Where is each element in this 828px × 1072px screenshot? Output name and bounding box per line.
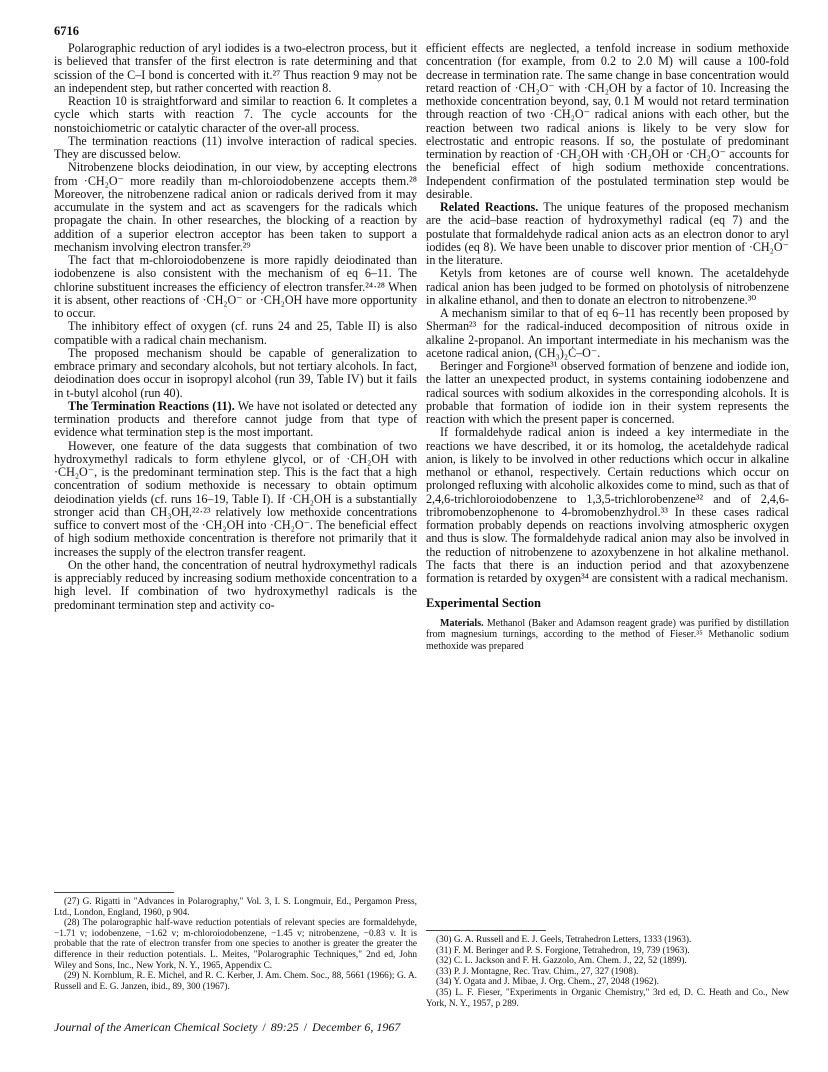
footnotes-right	[426, 935, 789, 1009]
body-paragraph: Ketyls from ketones are of course well known. The acetaldehyde radical anion has been judged to be formed on photolysis of nitrobenzene in alkaline ethanol, and then to donate an electron to nitrobenzene.³⁰	[426, 266, 789, 307]
footnote-rule	[426, 930, 546, 931]
body-paragraph: Beringer and Forgione³¹ observed formation of benzene and iodide ion, the latter an unexpected product, in systems containing iodobenzene and radical sources with sodium alkoxides in the corresponding alcohols. It is probable that formation of iodide ion in their system represents the reaction with which the present paper is concerned.	[426, 359, 789, 426]
journal-name: Journal of the American Chemical Society	[54, 1020, 258, 1034]
footer-separator: /	[262, 1020, 266, 1034]
body-paragraph: The termination reactions (11) involve interaction of radical species. They are discussed below.	[54, 133, 417, 161]
footnote: (28) The polarographic half-wave reduction potentials of relevant species are formaldehyde, −1.71 v; iodobenzene, −1.62 v; m-chloroiodobenzene, −1.45 v; nitrobenzene, −0.83 v. It is probable that the rate of electron transfer from one species to another is greater the greater the difference in their reduction potentials. L. Meites, "Polarographic Techniques," 2nd ed, John Wiley and Sons, Inc., New York, N. Y., 1965, Appendix C.	[54, 918, 417, 971]
footnote: (29) N. Kornblum, R. E. Michel, and R. C. Kerber, J. Am. Chem. Soc., 88, 5661 (1966); G. A. Russell and E. G. Janzen, ibid., 89, 300 (1967).	[54, 971, 417, 992]
experimental-section	[426, 618, 789, 653]
footnote: (30) G. A. Russell and E. J. Geels, Tetrahedron Letters, 1333 (1963).	[436, 935, 692, 945]
materials-text: Methanol (Baker and Adamson reagent grade) was purified by distillation from magnesium turnings, according to the method of Fieser.³⁵ Methanolic sodium methoxide was prepared	[426, 617, 789, 652]
body-paragraph: If formaldehyde radical anion is indeed a key intermediate in the reactions we have described, it or its homolog, the acetaldehyde radical anion, is likely to be involved in other reductions which occur in alkaline methanol or ethanol, respectively. Certain reductions which occur on prolonged refluxing with alcoholic alkoxides come to mind, such as that of 2,4,6-trichloroiodobenzene to 1,3,5-trichlorobenzene³² and of 2,4,6-tribromobenzophenone to 4-bromobenzhydrol.³³ In these cases radical formation probably depends on reactions involving atmospheric oxygen and thus is slow. The formaldehyde radical anion may also be involved in the reduction of nitrobenzene to azoxybenzene in hot alkaline methanol. The facts that there is an induction period and that azoxybenzene formation is retarded by oxygen³⁴ are consistent with a radical mechanism.	[426, 425, 789, 585]
footnote-rule	[54, 892, 174, 893]
footnote: (27) G. Rigatti in "Advances in Polarography," Vol. 3, I. S. Longmuir, Ed., Pergamon Press, Ltd., London, England, 1960, p 904.	[54, 897, 417, 918]
body-paragraph: The proposed mechanism should be capable of generalization to embrace primary and secondary alcohols, but not tertiary alcohols. In fact, deiodination does occur in isopropyl alcohol (run 39, Table IV) but it fails in t-butyl alcohol (run 40).	[54, 345, 417, 400]
footnote: (35) L. F. Fieser, "Experiments in Organic Chemistry," 3rd ed, D. C. Heath and Co., New York, N. Y., 1957, p 289.	[426, 987, 789, 1009]
body-paragraph: Reaction 10 is straightforward and similar to reaction 6. It completes a cycle which starts with reaction 7. The cycle accounts for the nonstoichiometric or catalytic character of the over-all process.	[54, 94, 417, 135]
related-text: The unique features of the proposed mechanism are the acid–base reaction of hydroxymethyl radical (eq 7) and the postulate that formaldehyde radical anion acts as an electron donor to aryl iodides (eq 8). We have been unable to discover prior mention of ·CH₂O⁻ in the literature.	[426, 200, 789, 267]
journal-date: December 6, 1967	[312, 1020, 401, 1034]
left-column	[54, 42, 417, 612]
body-paragraph: Nitrobenzene blocks deiodination, in our view, by accepting electrons from ·CH₂O⁻ more readily than m-chloroiodobenzene accepts them.²⁸ Moreover, the nitrobenzene radical anion or radicals derived from it may accumulate in the system and act as scavengers for the radicals which propagate the chain. In other researches, the blocking of a reaction by addition of a superior electron acceptor has been taken to support a mechanism involving electron transfer.²⁹	[54, 160, 417, 254]
related-paragraph	[426, 201, 789, 267]
termination-text: We have not isolated or detected any termination products and therefore cannot judge from that type of evidence what termination step is the most important.	[54, 398, 417, 440]
body-paragraph: However, one feature of the data suggests that combination of two hydroxymethyl radicals to form ethylene glycol, or of ·CH₂OH with ·CH₂O⁻, is the predominant termination step. This is the fact that a high concentration of sodium methoxide is necessary to obtain optimum deiodination yields (cf. runs 16–19, Table I). If ·CH₂OH is a substantially stronger acid than CH₃OH,²²·²³ relatively low methoxide concentrations suffice to convert most of the ·CH₂OH into ·CH₂O⁻. The beneficial effect of high sodium methoxide concentration is therefore not primarily that it increases the supply of the electron transfer reagent.	[54, 438, 417, 559]
body-paragraph: efficient effects are neglected, a tenfold increase in sodium methoxide concentration (for example, from 0.2 to 2.0 M) will cause a 100-fold decrease in termination rate. The same change in base concentration would retard reaction of ·CH₂O⁻ with ·CH₂OH by a factor of 10. Increasing the methoxide concentration beyond, say, 0.1 M would not retard termination through reaction of two ·CH₂O⁻ radical anions with each other, but the reaction between two radical anions is likely to be very slow for electrostatic and entropic reasons. If so, the postulate of predominant termination by reaction of ·CH₂OH with ·CH₂OH or ·CH₂O⁻ accounts for the beneficial effect of high sodium methoxide concentrations. Independent confirmation of the postulated termination step would be desirable.	[426, 41, 789, 201]
page-number: 6716	[54, 24, 79, 38]
footnotes-left	[54, 897, 417, 992]
materials-heading: Materials.	[440, 617, 484, 629]
footnote: (34) Y. Ogata and J. Mibae, J. Org. Chem., 27, 2048 (1962).	[436, 977, 659, 988]
related-heading: Related Reactions.	[440, 200, 539, 214]
body-paragraph: A mechanism similar to that of eq 6–11 has recently been proposed by Sherman²³ for the radical-induced decomposition of nitrous oxide in alkaline 2-propanol. An important intermediate in his mechanism was the acetone radical anion, (CH₃)₂Ċ–O⁻.	[426, 306, 789, 360]
footnote: (32) C. L. Jackson and F. H. Gazzolo, Am. Chem. J., 22, 52 (1899).	[436, 956, 687, 967]
footnote: (31) F. M. Beringer and P. S. Forgione, Tetrahedron, 19, 739 (1963).	[436, 945, 690, 956]
footnote: (33) P. J. Montagne, Rec. Trav. Chim., 27, 327 (1908).	[436, 966, 639, 977]
experimental-section-heading: Experimental Section	[426, 596, 541, 611]
body-paragraph: The inhibitory effect of oxygen (cf. runs 24 and 25, Table II) is also compatible with a radical chain mechanism.	[54, 319, 417, 347]
footer-separator: /	[303, 1020, 308, 1034]
journal-volume-issue: 89:25	[270, 1020, 299, 1034]
body-paragraph: Polarographic reduction of aryl iodides is a two-electron process, but it is believed that transfer of the first electron is rate determining and that scission of the C–I bond is concerted with it.²⁷ Thus reaction 9 may not be an independent step, but rather concerted with reaction 8.	[54, 41, 417, 95]
materials-paragraph	[426, 618, 789, 653]
journal-footer	[54, 1020, 400, 1035]
termination-paragraph	[54, 400, 417, 440]
body-paragraph: The fact that m-chloroiodobenzene is more rapidly deiodinated than iodobenzene is also consistent with the mechanism of eq 6–11. The chlorine substituent increases the efficiency of electron transfer.²⁴·²⁸ When it is absent, other reactions of ·CH₂O⁻ or ·CH₂OH have more opportunity to occur.	[54, 253, 417, 320]
termination-heading: The Termination Reactions (11).	[68, 398, 235, 413]
body-paragraph: On the other hand, the concentration of neutral hydroxymethyl radicals is appreciably reduced by increasing sodium methoxide concentration to a high level. If combination of two hydroxymethyl radicals is the predominant termination step and activity co-	[54, 557, 417, 612]
right-column	[426, 42, 789, 652]
